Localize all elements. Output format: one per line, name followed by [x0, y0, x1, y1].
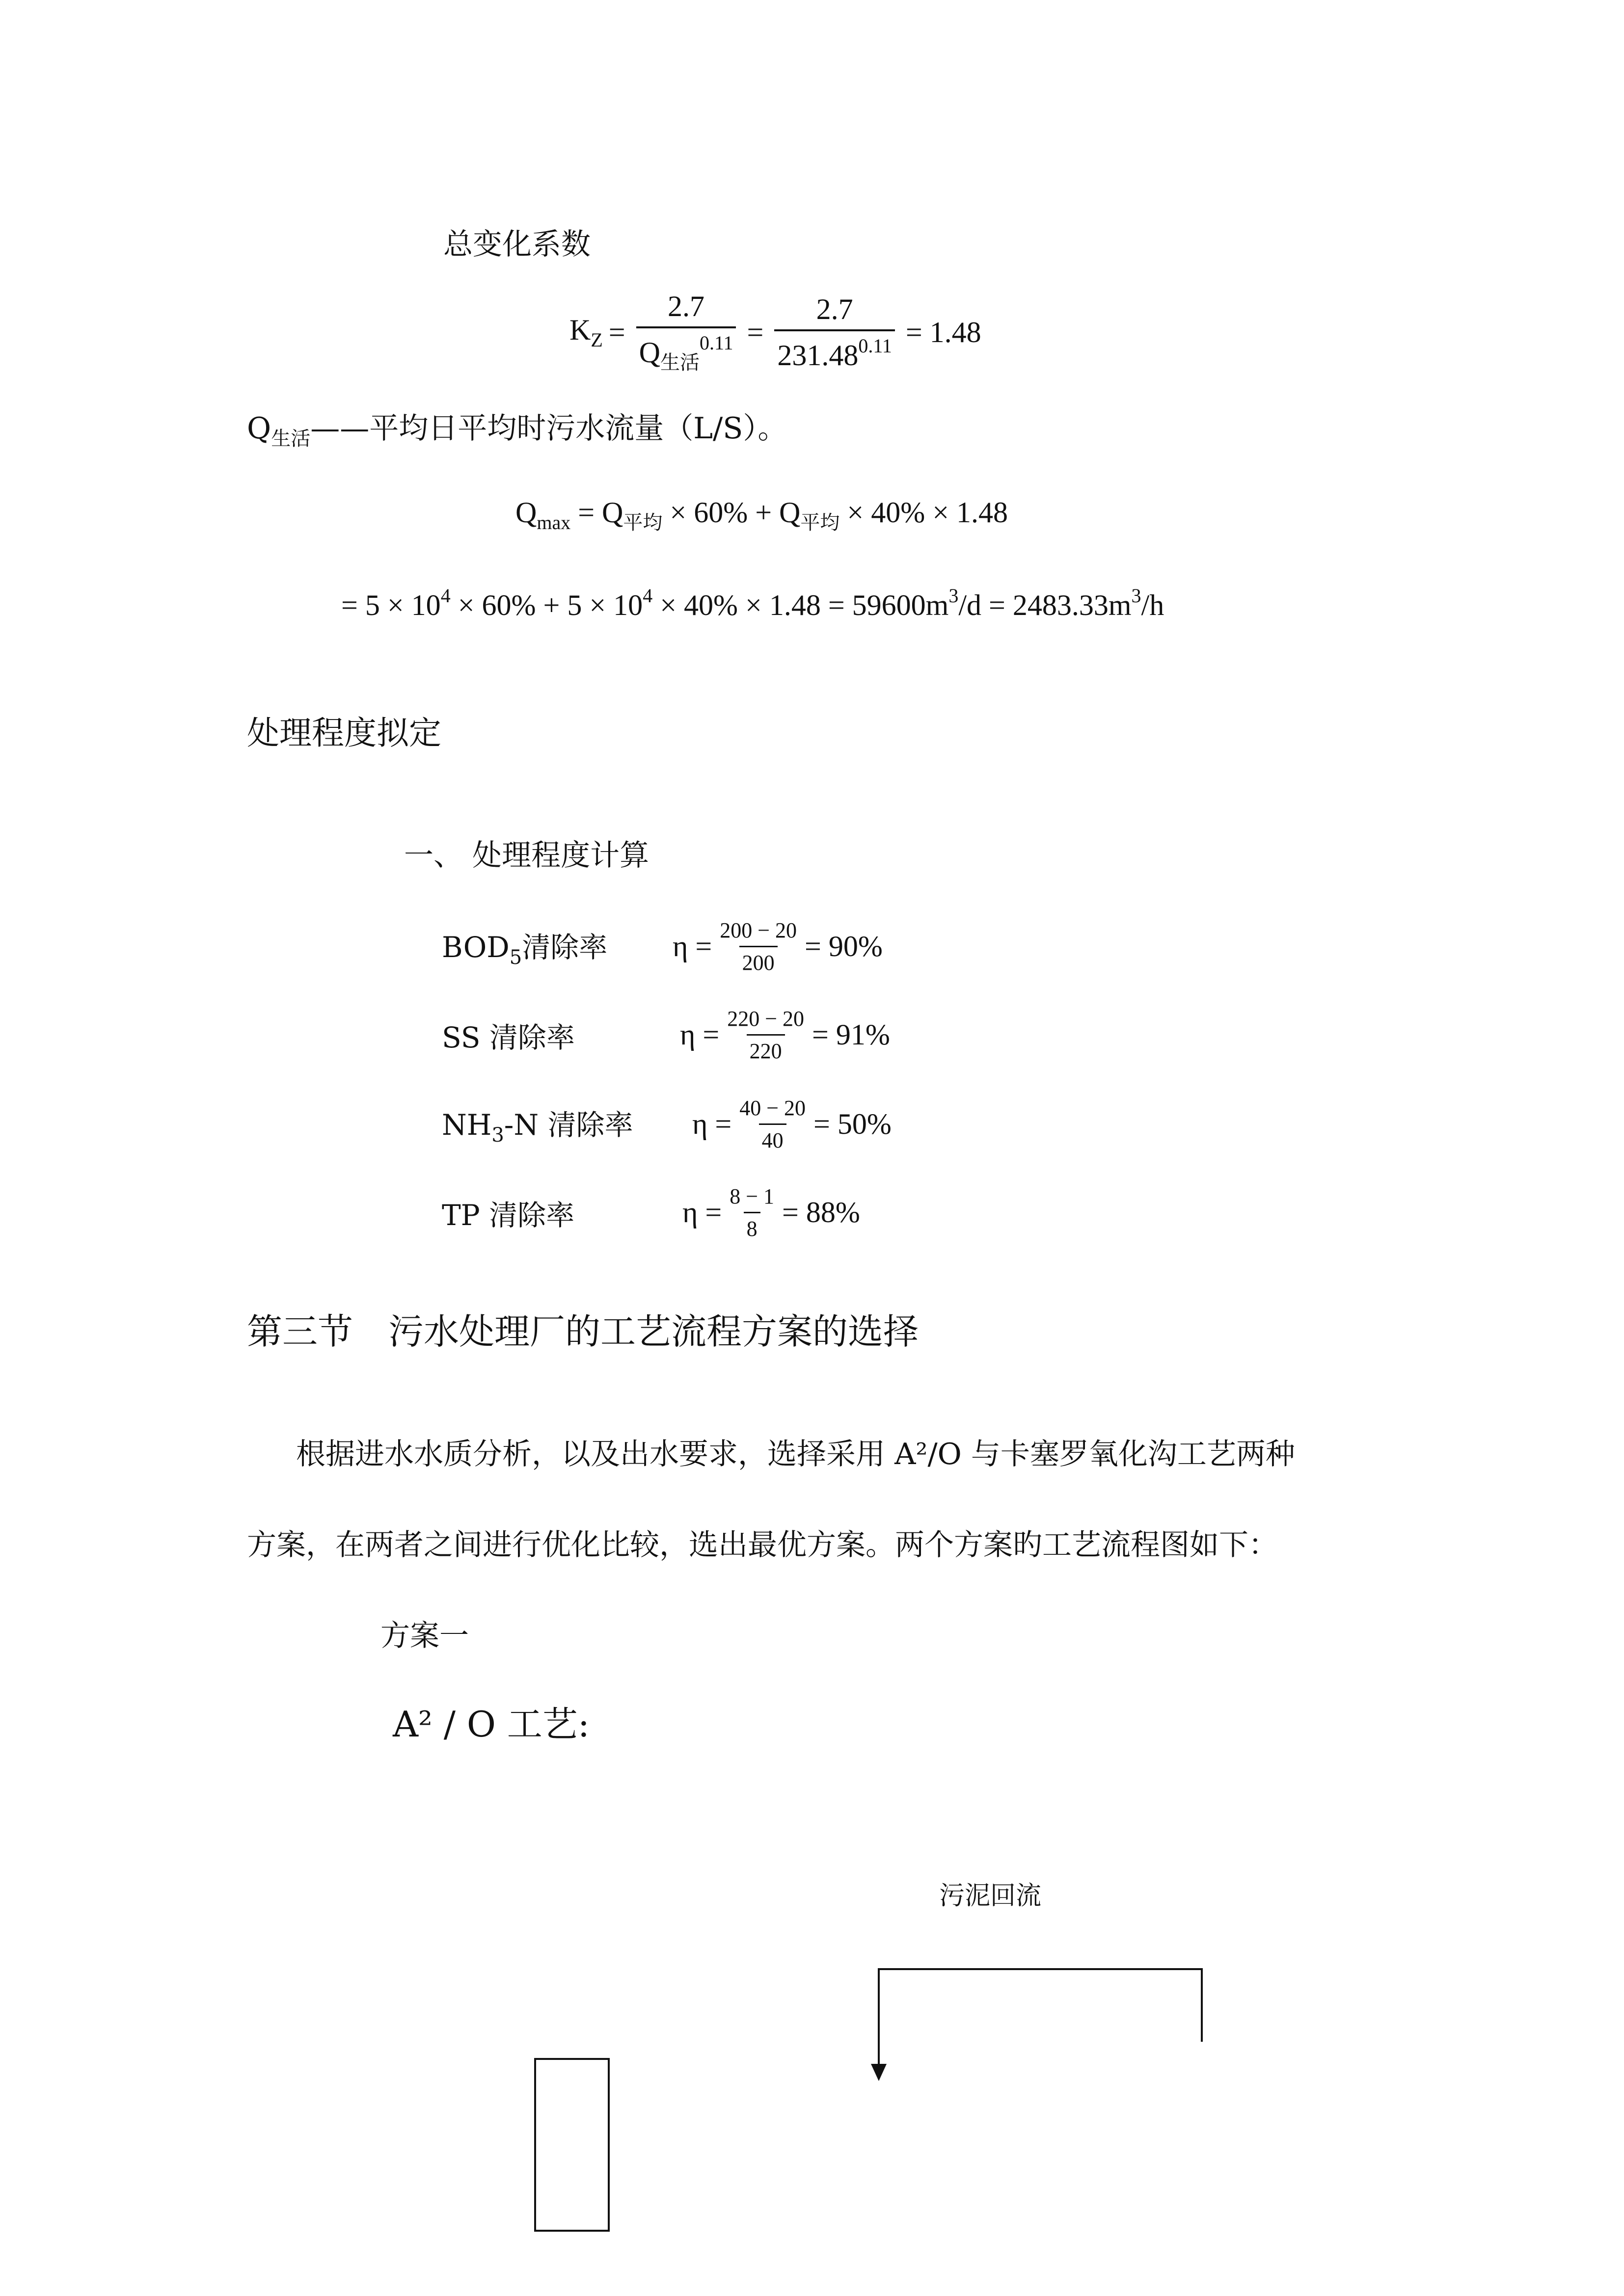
qmax-line-1: $Q_{max} = Q_{平均} \times 60\% + Q_{平均} \times 40\% \times 1.48$: [515, 496, 1008, 534]
equals-2: =: [747, 316, 764, 348]
treatment-subheading: 一、 处理程度计算: [404, 838, 650, 873]
process-label: A² / O 工艺:: [393, 1704, 590, 1745]
removal-label: $BOD_5$清除率: [442, 931, 608, 969]
option-label: 方案一: [380, 1619, 469, 1653]
return-arrowhead: [871, 2064, 887, 2081]
removal-row-bod: $BOD_5$清除率 η = $\frac{200 - 20}{200}$ = 90%: [442, 918, 883, 975]
sludge-return-label: 污泥回流: [939, 1881, 1042, 1911]
fraction-b: $\frac{2.7}{231.48^{0.11}}$: [774, 293, 895, 373]
kz-heading: 总变化系数: [443, 227, 591, 262]
q-definition: $Q_{生活}——$平均日平均时污水流量（L/S）。: [247, 411, 787, 450]
removal-label: TP 清除率: [442, 1198, 575, 1232]
removal-label: $NH_3-N$ 清除率: [442, 1108, 633, 1147]
removal-row-ss: SS 清除率 η = $\frac{220 - 20}{220}$ = 91%: [442, 1007, 890, 1063]
removal-row-tp: TP 清除率 η = $\frac{8 - 1}{8}$ = 88%: [442, 1184, 860, 1241]
paragraph-line-1: 根据进水水质分析，以及出水要求，选择采用 A²/O 与卡塞罗氧化沟工艺两种: [296, 1437, 1295, 1471]
process-unit-box: [535, 2059, 609, 2231]
sludge-return-line: [879, 1969, 1202, 2064]
section-3-title: 第三节 污水处理厂的工艺流程方案的选择: [247, 1311, 919, 1352]
paragraph-line-2: 方案，在两者之间进行优化比较，选出最优方案。两个方案旳工艺流程图如下：: [247, 1528, 1278, 1562]
fraction-a: $\frac{2.7}{Q_{生活}^{0.11}}$: [636, 290, 736, 375]
treatment-title: 处理程度拟定: [247, 714, 441, 752]
equals-1: =: [608, 316, 625, 348]
kz-result: = 1.48: [905, 316, 981, 348]
kz-symbol: $K_Z$: [569, 314, 603, 351]
qmax-line-2: = $5 \times 10^4 \times 60\% + 5 \times 10^4 \times 40\% \times 1.48 = 59600m^3/d = 2483.33m^3/h$: [341, 585, 1164, 621]
removal-row-nh3n: $NH_3-N$ 清除率 η = $\frac{40 - 20}{40}$ = 50%: [442, 1096, 892, 1152]
removal-label: SS 清除率: [442, 1020, 575, 1054]
